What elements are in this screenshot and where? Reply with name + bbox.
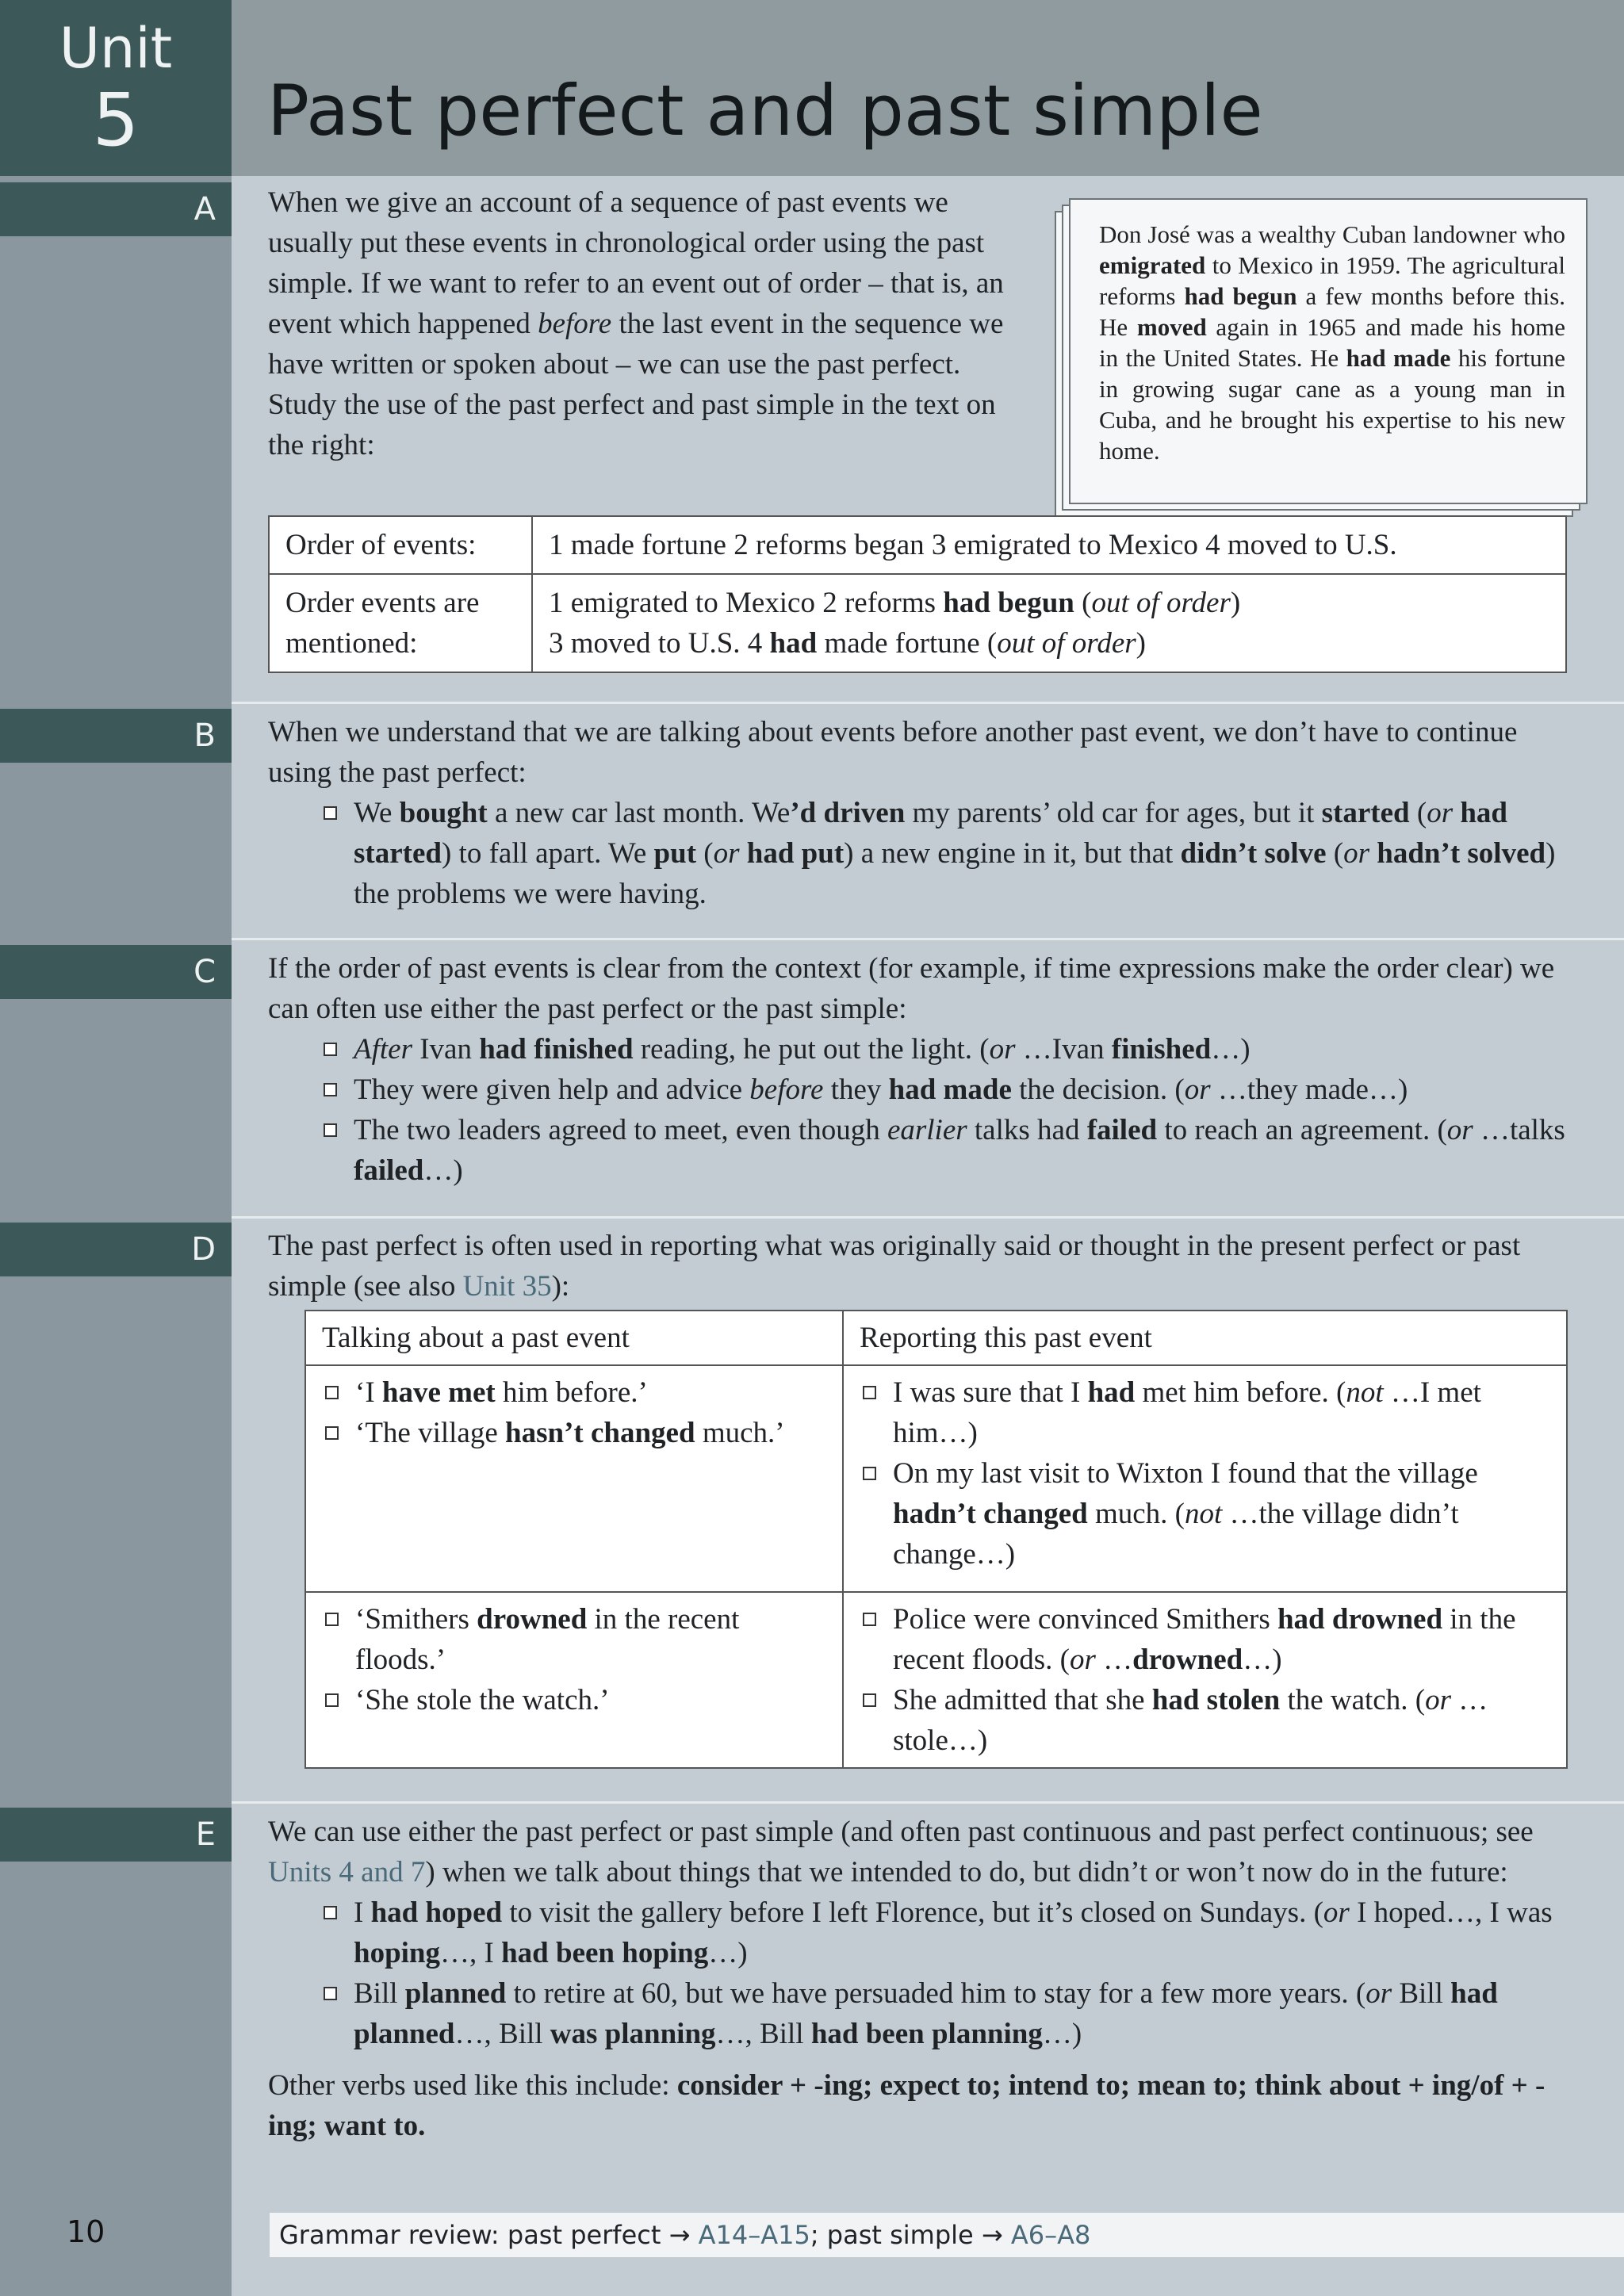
example-item: I had hoped to visit the gallery before I left Florence, but it’s closed on Sundays. (or I hoped…, I was hoping…, I had been hoping…) (320, 1892, 1568, 1973)
section-c-text: If the order of past events is clear from the context (for example, if time expressions make the order clear) we can often use either the past perfect or the past simple: After Ivan had finished reading, he put out the light. (or …Ivan finished…) They were given help and advice before they had made the decision. (or …they made…) The two leaders agreed to meet, even though earlier talks had failed to reach an agreement. (or …talks failed…) (268, 948, 1568, 1191)
table-cell: 1 emigrated to Mexico 2 reforms had begun (out of order) 3 moved to U.S. 4 had made fortune (out of order) (532, 574, 1566, 672)
example-item: She admitted that she had stolen the watch. (or …stole…) (860, 1680, 1550, 1761)
arrow-icon: → (668, 2220, 691, 2250)
example-item: On my last visit to Wixton I found that the village hadn’t changed much. (not …the village didn’t change…) (860, 1453, 1550, 1575)
reporting-table (304, 1310, 1568, 1769)
left-sidebar (0, 0, 232, 2296)
example-item: ‘She stole the watch.’ (322, 1680, 826, 1720)
table-cell (305, 1365, 843, 1592)
section-tab-b: B (0, 709, 232, 763)
table-cell (843, 1365, 1567, 1592)
unit-label: Unit (59, 16, 173, 81)
example-item: I was sure that I had met him before. (not …I met him…) (860, 1372, 1550, 1453)
table-cell (305, 1592, 843, 1768)
example-text-book (1069, 198, 1588, 504)
review-link[interactable]: A6–A8 (1002, 2220, 1091, 2250)
column-header: Reporting this past event (843, 1311, 1567, 1365)
table-cell: Order events are mentioned: (269, 574, 532, 672)
divider (232, 702, 1624, 704)
example-item: After Ivan had finished reading, he put out the light. (or …Ivan finished…) (320, 1029, 1568, 1070)
divider (232, 1801, 1624, 1804)
table-cell: 1 made fortune 2 reforms began 3 emigrated to Mexico 4 moved to U.S. (532, 516, 1566, 574)
example-item: Police were convinced Smithers had drowned in the recent floods. (or …drowned…) (860, 1599, 1550, 1680)
example-item: ‘I have met him before.’ (322, 1372, 826, 1413)
page-title: Past perfect and past simple (267, 70, 1263, 151)
order-of-events-table (268, 515, 1567, 673)
section-tab-e: E (0, 1808, 232, 1862)
example-item: ‘Smithers drowned in the recent floods.’ (322, 1599, 826, 1680)
section-e-text: We can use either the past perfect or past simple (and often past continuous and past perfect continuous; see Units 4 and 7) when we talk about things that we intended to do, but didn’t or won’t now do in the future: I had hoped to visit the gallery before I left Florence, but it’s closed on Sundays. (or I hoped…, I was hoping…, I had been hoping…) Bill planned to retire at 60, but we have persuaded him to stay for a few more years. (or Bill had planned…, Bill was planning…, Bill had been planning…) Other verbs used like this include: consider + -ing; expect to; intend to; mean to; think about + ing/of + -ing; want to. (268, 1812, 1568, 2146)
review-link[interactable]: A14–A15 (690, 2220, 810, 2250)
example-item: They were given help and advice before they had made the decision. (or …they made…) (320, 1070, 1568, 1110)
arrow-icon: → (981, 2220, 1003, 2250)
book-text: Don José was a wealthy Cuban landowner who emigrated to Mexico in 1959. The agricultural reforms had begun a few months before this. He moved again in 1965 and made his home in the United States. He had made his fortune in growing sugar cane as a young man in Cuba, and he brought his expertise to his new home. (1069, 198, 1588, 504)
example-item: Bill planned to retire at 60, but we have persuaded him to stay for a few more years. (or Bill had planned…, Bill was planning…, Bill had been planning…) (320, 1973, 1568, 2054)
section-b-text: When we understand that we are talking about events before another past event, we don’t have to continue using the past perfect: We bought a new car last month. We’d driven my parents’ old car for ages, but it started (or had started) to fall apart. We put (or had put) a new engine in it, but that didn’t solve (or hadn’t solved) the problems we were having. (268, 712, 1568, 914)
page-number: 10 (67, 2214, 105, 2249)
table-cell: Order of events: (269, 516, 532, 574)
unit-link[interactable]: Unit 35 (462, 1270, 552, 1303)
section-d-text: The past perfect is often used in reporting what was originally said or thought in the present perfect or past simple (see also Unit 35): (268, 1230, 1521, 1303)
column-header: Talking about a past event (305, 1311, 843, 1365)
section-tab-c: C (0, 945, 232, 999)
section-tab-d: D (0, 1223, 232, 1276)
unit-badge (0, 0, 232, 176)
unit-number: 5 (92, 78, 140, 163)
grammar-review-footer: Grammar review: past perfect → A14–A15; past simple → A6–A8 (270, 2213, 1624, 2257)
divider (232, 1216, 1624, 1219)
table-cell (843, 1592, 1567, 1768)
example-item: We bought a new car last month. We’d driven my parents’ old car for ages, but it started (or had started) to fall apart. We put (or had put) a new engine in it, but that didn’t solve (or hadn’t solved) the problems we were having. (320, 793, 1568, 914)
example-item: The two leaders agreed to meet, even though earlier talks had failed to reach an agreement. (or …talks failed…) (320, 1110, 1568, 1191)
section-a-intro: When we give an account of a sequence of past events we usually put these events in chronological order using the past simple. If we want to refer to an event out of order – that is, an event which happened before the last event in the sequence we have written or spoken about – we can use the past perfect. Study the use of the past perfect and past simple in the text on the right: (268, 186, 1004, 461)
divider (232, 938, 1624, 940)
units-link[interactable]: Units 4 and 7 (268, 1856, 426, 1888)
example-item: ‘The village hasn’t changed much.’ (322, 1413, 826, 1453)
section-tab-a: A (0, 182, 232, 236)
